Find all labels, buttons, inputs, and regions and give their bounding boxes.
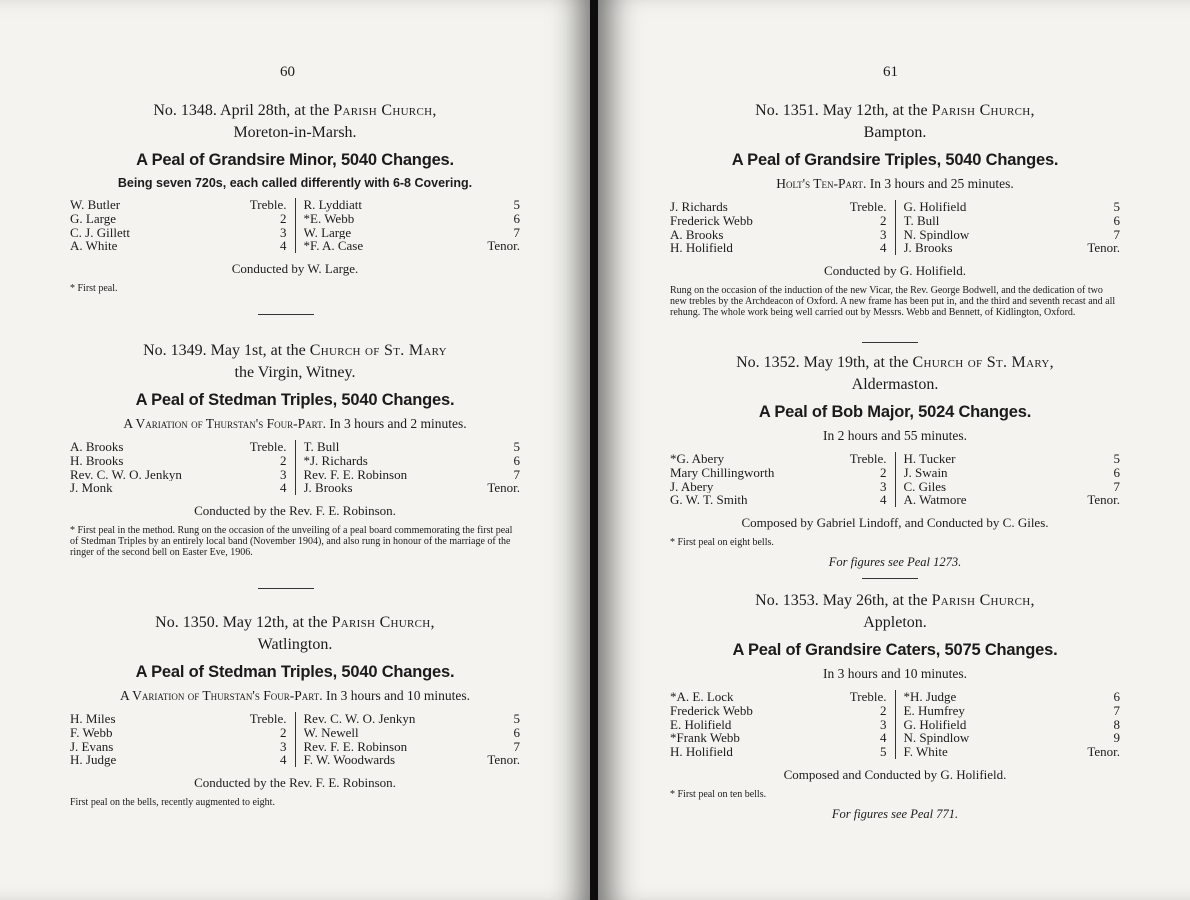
peal-heading: No. 1353. May 26th, at the Parish Church, bbox=[755, 592, 1035, 609]
conductor-line: Conducted by the Rev. F. E. Robinson. bbox=[194, 503, 396, 519]
ringers-right-column bbox=[296, 712, 521, 767]
conductor-line: Composed by Gabriel Lindoff, and Conducted by C. Giles. bbox=[741, 515, 1049, 531]
peal-subtitle: A Variation of Thurstan's Four-Part. In 3 hours and 10 minutes. bbox=[120, 688, 470, 703]
ringer-name: T. Bull bbox=[303, 440, 340, 454]
ringer-row bbox=[670, 466, 887, 480]
ringer-name: A. Watmore bbox=[903, 493, 967, 508]
ringer-name: F. Webb bbox=[70, 725, 113, 740]
bell-number: 2 bbox=[280, 452, 287, 468]
ringer-name: J. Monk bbox=[70, 481, 113, 496]
bell-number: 3 bbox=[880, 716, 887, 732]
ringers-left-column bbox=[670, 690, 896, 759]
peal-heading: No. 1352. May 19th, at the Church of St. Mary, bbox=[736, 354, 1054, 371]
bell-number: 7 bbox=[1113, 226, 1120, 242]
ringer-row bbox=[70, 740, 287, 754]
bell-number: 2 bbox=[280, 724, 287, 740]
ringer-name: Frederick Webb bbox=[670, 213, 753, 228]
figures-reference: For figures see Peal 771. bbox=[831, 806, 959, 821]
conductor-line: Composed and Conducted by G. Holifield. bbox=[783, 766, 1007, 782]
divider bbox=[862, 578, 918, 579]
ringers-left-column bbox=[70, 440, 296, 495]
bell-number: 3 bbox=[280, 224, 287, 240]
ringer-name: *A. E. Lock bbox=[670, 690, 734, 704]
ringer-row bbox=[904, 466, 1121, 480]
ringer-name: G. Large bbox=[70, 211, 116, 226]
peal-title: A Peal of Grandsire Caters, 5075 Changes. bbox=[732, 641, 1058, 659]
ringer-row bbox=[304, 712, 521, 726]
ringer-row bbox=[70, 198, 287, 212]
ringer-name: J. Richards bbox=[670, 200, 728, 214]
ringer-name: T. Bull bbox=[903, 213, 940, 228]
bell-number: 6 bbox=[1113, 464, 1120, 480]
peal-place: Appleton. bbox=[863, 614, 927, 631]
ringer-name: *Frank Webb bbox=[670, 731, 740, 746]
divider bbox=[258, 588, 314, 589]
ringer-row bbox=[670, 214, 887, 228]
page-number-right: 61 bbox=[883, 64, 898, 80]
peal-subtitle: Being seven 720s, each called differently with 6-8 Covering. bbox=[117, 176, 473, 190]
peal-place: Moreton-in-Marsh. bbox=[233, 124, 357, 141]
bell-number: 2 bbox=[880, 464, 887, 480]
ringer-row bbox=[304, 740, 521, 754]
footnote: First peal on the bells, recently augmented to eight. bbox=[70, 797, 275, 809]
peal-1349 bbox=[70, 340, 520, 558]
ringers-right-column bbox=[296, 198, 521, 253]
ringer-row bbox=[904, 745, 1121, 759]
ringer-name: *J. Richards bbox=[303, 453, 368, 468]
footnote: * First peal. bbox=[70, 283, 118, 295]
ringers-table bbox=[70, 198, 520, 253]
ringer-row bbox=[70, 239, 287, 253]
bell-number: 6 bbox=[1113, 689, 1120, 704]
bell-number: Treble. bbox=[849, 451, 887, 466]
ringer-row bbox=[304, 468, 521, 482]
ringer-row bbox=[670, 480, 887, 494]
peal-1352 bbox=[670, 352, 1120, 570]
ringer-name: A. Brooks bbox=[670, 227, 724, 242]
divider bbox=[258, 314, 314, 315]
ringer-name: F. White bbox=[903, 745, 948, 759]
ringer-name: *F. A. Case bbox=[303, 239, 364, 254]
peal-place: Aldermaston. bbox=[851, 376, 939, 393]
ringer-row bbox=[304, 726, 521, 740]
ringer-name: A. White bbox=[70, 239, 118, 254]
ringer-row bbox=[904, 241, 1121, 255]
ringer-row bbox=[70, 468, 287, 482]
footnote: Rung on the occasion of the induction of the new Vicar, the Rev. George Bodwell, and the dedication of two new trebles by the Archdeacon of Oxford. A new frame has been put in, and the third and seventh recast and all rehung. The whole work being well carried out by Messrs. Webb and Bennett, of Kidlington, Oxford. bbox=[670, 285, 1116, 319]
bell-number: 5 bbox=[513, 711, 520, 726]
peal-subtitle: A Variation of Thurstan's Four-Part. In 3 hours and 2 minutes. bbox=[123, 416, 467, 431]
ringer-name: W. Butler bbox=[70, 198, 121, 212]
ringer-row bbox=[70, 454, 287, 468]
ringers-table bbox=[670, 200, 1120, 255]
ringer-row bbox=[904, 228, 1121, 242]
peal-subtitle: Holt's Ten-Part. In 3 hours and 25 minutes. bbox=[776, 176, 1014, 191]
ringers-left-column bbox=[670, 452, 896, 507]
ringer-row bbox=[670, 745, 887, 759]
ringer-row bbox=[304, 212, 521, 226]
peal-1348 bbox=[70, 100, 520, 294]
bell-number: Treble. bbox=[249, 439, 287, 454]
bell-number: 6 bbox=[513, 452, 520, 468]
ringer-name: H. Miles bbox=[70, 712, 116, 726]
ringer-row bbox=[70, 753, 287, 767]
ringer-name: A. Brooks bbox=[70, 440, 124, 454]
ringer-row bbox=[70, 440, 287, 454]
conductor-line: Conducted by W. Large. bbox=[231, 261, 359, 277]
ringer-name: R. Lyddiatt bbox=[303, 198, 362, 212]
peal-title: A Peal of Grandsire Minor, 5040 Changes. bbox=[136, 151, 454, 169]
ringer-row bbox=[70, 212, 287, 226]
conductor-line: Conducted by G. Holifield. bbox=[824, 263, 966, 279]
ringer-name: G. Holifield bbox=[903, 717, 967, 732]
peal-title: A Peal of Stedman Triples, 5040 Changes. bbox=[135, 391, 455, 409]
bell-number: 6 bbox=[513, 724, 520, 740]
ringer-name: H. Brooks bbox=[70, 453, 124, 468]
ringer-row bbox=[304, 481, 521, 495]
ringer-name: G. Holifield bbox=[903, 200, 967, 214]
peal-place: the Virgin, Witney. bbox=[234, 364, 356, 381]
left-page bbox=[0, 0, 592, 900]
ringer-name: *H. Judge bbox=[903, 690, 957, 704]
bell-number: Tenor. bbox=[487, 238, 520, 254]
bell-number: 2 bbox=[880, 212, 887, 228]
ringer-name: Mary Chillingworth bbox=[670, 465, 775, 480]
peal-title: A Peal of Grandsire Triples, 5040 Changes. bbox=[731, 151, 1059, 169]
ringer-row bbox=[70, 726, 287, 740]
ringer-name: E. Holifield bbox=[670, 717, 732, 732]
bell-number: 7 bbox=[513, 466, 520, 482]
peal-place: Watlington. bbox=[257, 636, 333, 653]
footnote: * First peal in the method. Rung on the occasion of the unveiling of a peal board commemorating the first peal of Stedman Triples by an entirely local band (November 1904), and also rung in honour of the marriage of the ringer of the second bell on Easter Eve, 1906. bbox=[70, 525, 513, 559]
bell-number: 4 bbox=[880, 492, 887, 508]
ringer-row bbox=[670, 452, 887, 466]
ringer-name: Rev. C. W. O. Jenkyn bbox=[303, 712, 416, 726]
ringer-row bbox=[904, 690, 1121, 704]
ringer-row bbox=[304, 454, 521, 468]
ringers-table bbox=[70, 712, 520, 767]
bell-number: Treble. bbox=[849, 199, 887, 214]
bell-number: 3 bbox=[880, 478, 887, 494]
bell-number: 4 bbox=[880, 240, 887, 256]
ringers-table bbox=[670, 452, 1120, 507]
ringer-name: H. Judge bbox=[70, 753, 117, 768]
ringer-row bbox=[904, 493, 1121, 507]
ringer-name: W. Newell bbox=[303, 725, 359, 740]
ringer-row bbox=[904, 704, 1121, 718]
ringer-row bbox=[670, 493, 887, 507]
peal-1353 bbox=[670, 590, 1120, 822]
footnote: * First peal on eight bells. bbox=[670, 537, 774, 549]
bell-number: 6 bbox=[1113, 212, 1120, 228]
peal-title: A Peal of Bob Major, 5024 Changes. bbox=[758, 403, 1032, 421]
ringer-row bbox=[670, 241, 887, 255]
bell-number: Tenor. bbox=[487, 480, 520, 496]
ringer-name: Rev. C. W. O. Jenkyn bbox=[70, 467, 182, 482]
bell-number: 5 bbox=[1113, 199, 1120, 214]
ringer-name: J. Abery bbox=[670, 479, 714, 494]
ringers-left-column bbox=[670, 200, 896, 255]
bell-number: Treble. bbox=[249, 197, 287, 212]
peal-subtitle: In 2 hours and 55 minutes. bbox=[823, 428, 967, 443]
ringers-right-column bbox=[896, 200, 1121, 255]
bell-number: 4 bbox=[280, 480, 287, 496]
ringer-name: J. Brooks bbox=[303, 481, 353, 496]
ringer-row bbox=[304, 239, 521, 253]
ringer-row bbox=[904, 731, 1121, 745]
ringers-right-column bbox=[896, 452, 1121, 507]
bell-number: 8 bbox=[1113, 716, 1120, 732]
ringer-name: C. J. Gillett bbox=[70, 225, 130, 240]
ringer-name: G. W. T. Smith bbox=[670, 493, 748, 508]
bell-number: 2 bbox=[880, 702, 887, 718]
ringer-name: J. Brooks bbox=[903, 241, 953, 256]
ringer-name: J. Evans bbox=[70, 739, 114, 754]
peal-1350 bbox=[70, 612, 520, 808]
bell-number: Tenor. bbox=[1087, 492, 1120, 508]
ringer-row bbox=[70, 712, 287, 726]
ringer-name: *G. Abery bbox=[670, 452, 725, 466]
ringer-row bbox=[670, 718, 887, 732]
ringer-name: *E. Webb bbox=[303, 211, 355, 226]
bell-number: Tenor. bbox=[1087, 240, 1120, 256]
ringers-right-column bbox=[296, 440, 521, 495]
ringer-row bbox=[670, 200, 887, 214]
peal-subtitle: In 3 hours and 10 minutes. bbox=[823, 666, 967, 681]
ringer-name: Rev. F. E. Robinson bbox=[303, 467, 408, 482]
ringer-name: E. Humfrey bbox=[903, 703, 965, 718]
ringer-row bbox=[904, 452, 1121, 466]
peal-heading: No. 1349. May 1st, at the Church of St. Mary bbox=[143, 342, 447, 359]
ringer-name: J. Swain bbox=[903, 465, 948, 480]
bell-number: 5 bbox=[880, 744, 887, 760]
peal-heading: No. 1348. April 28th, at the Parish Church, bbox=[153, 102, 437, 119]
bell-number: Treble. bbox=[849, 689, 887, 704]
ringer-row bbox=[70, 481, 287, 495]
ringer-row bbox=[304, 198, 521, 212]
ringers-right-column bbox=[896, 690, 1121, 759]
bell-number: Tenor. bbox=[487, 752, 520, 768]
ringer-name: F. W. Woodwards bbox=[303, 753, 396, 768]
ringer-row bbox=[670, 704, 887, 718]
bell-number: 7 bbox=[1113, 478, 1120, 494]
bell-number: 6 bbox=[513, 210, 520, 226]
ringer-name: N. Spindlow bbox=[903, 227, 970, 242]
ringer-name: C. Giles bbox=[903, 479, 947, 494]
ringer-row bbox=[304, 226, 521, 240]
ringers-left-column bbox=[70, 712, 296, 767]
bell-number: 7 bbox=[513, 738, 520, 754]
bell-number: 5 bbox=[513, 439, 520, 454]
bell-number: 9 bbox=[1113, 730, 1120, 746]
peal-heading: No. 1351. May 12th, at the Parish Church, bbox=[755, 102, 1035, 119]
bell-number: 7 bbox=[513, 224, 520, 240]
ringer-name: H. Holifield bbox=[670, 241, 733, 256]
bell-number: 2 bbox=[280, 210, 287, 226]
ringer-name: Frederick Webb bbox=[670, 703, 753, 718]
ringer-row bbox=[904, 480, 1121, 494]
peal-heading: No. 1350. May 12th, at the Parish Church, bbox=[155, 614, 435, 631]
divider bbox=[862, 342, 918, 343]
ringer-row bbox=[304, 440, 521, 454]
bell-number: 5 bbox=[1113, 451, 1120, 466]
ringer-row bbox=[304, 753, 521, 767]
bell-number: 7 bbox=[1113, 702, 1120, 718]
conductor-line: Conducted by the Rev. F. E. Robinson. bbox=[194, 775, 396, 791]
ringers-table bbox=[670, 690, 1120, 759]
bell-number: 4 bbox=[280, 752, 287, 768]
right-page bbox=[598, 0, 1190, 900]
page-number-left: 60 bbox=[280, 64, 295, 80]
figures-reference: For figures see Peal 1273. bbox=[828, 555, 962, 570]
ringers-table bbox=[70, 440, 520, 495]
bell-number: 3 bbox=[880, 226, 887, 242]
ringer-name: Rev. F. E. Robinson bbox=[303, 739, 408, 754]
bell-number: Tenor. bbox=[1087, 744, 1120, 760]
ringer-name: H. Tucker bbox=[903, 452, 956, 466]
ringer-row bbox=[670, 731, 887, 745]
bell-number: 4 bbox=[280, 238, 287, 254]
ringer-name: N. Spindlow bbox=[903, 731, 970, 746]
ringer-row bbox=[904, 214, 1121, 228]
ringer-row bbox=[670, 690, 887, 704]
ringer-row bbox=[670, 228, 887, 242]
peal-title: A Peal of Stedman Triples, 5040 Changes. bbox=[135, 663, 455, 681]
bell-number: 4 bbox=[880, 730, 887, 746]
ringer-row bbox=[904, 718, 1121, 732]
bell-number: 5 bbox=[513, 197, 520, 212]
peal-1351 bbox=[670, 100, 1120, 318]
bell-number: 3 bbox=[280, 466, 287, 482]
ringer-row bbox=[904, 200, 1121, 214]
ringer-row bbox=[70, 226, 287, 240]
ringer-name: W. Large bbox=[303, 225, 352, 240]
ringers-left-column bbox=[70, 198, 296, 253]
peal-place: Bampton. bbox=[863, 124, 927, 141]
footnote: * First peal on ten bells. bbox=[670, 788, 767, 800]
bell-number: Treble. bbox=[249, 711, 287, 726]
bell-number: 3 bbox=[280, 738, 287, 754]
ringer-name: H. Holifield bbox=[670, 745, 733, 759]
